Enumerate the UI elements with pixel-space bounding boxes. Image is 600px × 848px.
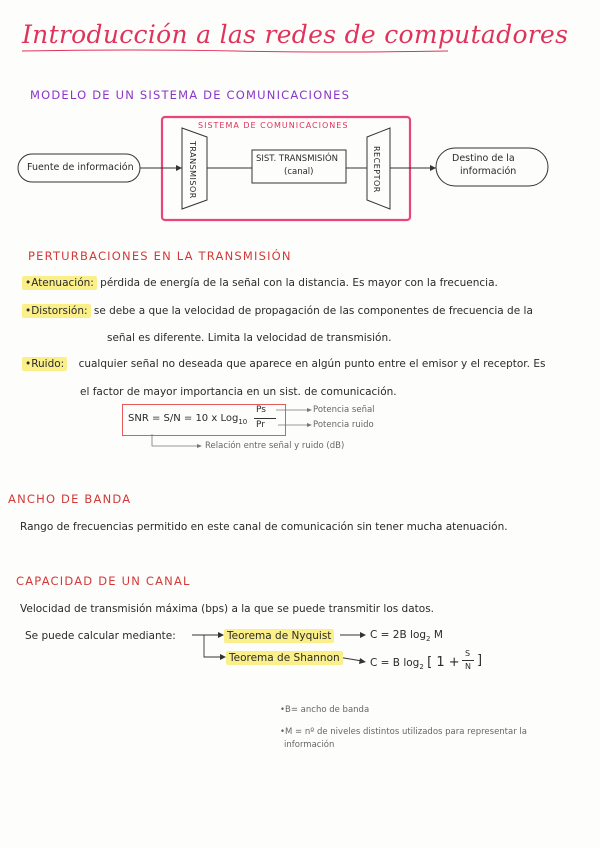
ann-signal: Potencia señal bbox=[313, 405, 375, 415]
distortion-term: •Distorsión: bbox=[22, 304, 91, 318]
note-bandwidth: •B= ancho de banda bbox=[280, 705, 370, 715]
shannon-bracket: [ 1 + bbox=[427, 655, 460, 670]
channel-label-1: SIST. TRANSMISIÓN bbox=[256, 154, 338, 164]
attenuation-text: pérdida de energía de la señal con la distancia. Es mayor con la frecuencia. bbox=[100, 277, 498, 289]
shannon-frac-num: S bbox=[465, 649, 471, 658]
attenuation-item bbox=[22, 277, 498, 289]
ann-noise: Potencia ruido bbox=[313, 420, 374, 430]
shannon-close: ] bbox=[477, 653, 483, 668]
heading-capacity: CAPACIDAD DE UN CANAL bbox=[16, 574, 191, 588]
note-levels-1: •M = nº de niveles distintos utilizados para representar la bbox=[280, 727, 527, 737]
nyquist-formula bbox=[370, 629, 443, 643]
note-levels-2: información bbox=[284, 740, 335, 750]
ann-ratio: Relación entre señal y ruido (dB) bbox=[205, 441, 345, 451]
shannon-theorem: Teorema de Shannon bbox=[226, 651, 343, 665]
distortion-text-2: señal es diferente. Limita la velocidad de transmisión. bbox=[107, 332, 392, 344]
shannon-frac-line bbox=[462, 660, 474, 661]
snr-formula-text: SNR = S/N = 10 x Log bbox=[128, 413, 239, 424]
nyquist-sub: 2 bbox=[426, 635, 431, 644]
receiver-label: RECEPTOR bbox=[372, 146, 381, 193]
snr-log-base: 10 bbox=[238, 418, 248, 426]
heading-model: MODELO DE UN SISTEMA DE COMUNICACIONES bbox=[30, 88, 351, 102]
system-label: SISTEMA DE COMUNICACIONES bbox=[198, 121, 349, 130]
noise-text-1: cualquier señal no deseada que aparece en algún punto entre el emisor y el receptor. Es bbox=[78, 358, 546, 370]
snr-frac-den: Pr bbox=[256, 420, 265, 430]
shannon-formula-text: C = B log bbox=[370, 657, 420, 669]
heading-perturbations: PERTURBACIONES EN LA TRANSMISIÓN bbox=[28, 249, 292, 263]
channel-label-2: (canal) bbox=[284, 167, 314, 177]
transmitter-label: TRANSMISOR bbox=[188, 141, 197, 199]
page-title: Introducción a las redes de computadores bbox=[22, 20, 569, 49]
distortion-item bbox=[22, 305, 533, 317]
heading-bandwidth: ANCHO DE BANDA bbox=[8, 492, 132, 506]
noise-term: •Ruido: bbox=[22, 357, 67, 371]
capacity-text: Velocidad de transmisión máxima (bps) a la que se puede transmitir los datos. bbox=[20, 603, 435, 615]
attenuation-term: •Atenuación: bbox=[22, 276, 97, 290]
distortion-text-1: se debe a que la velocidad de propagación de las componentes de frecuencia de la bbox=[93, 305, 533, 317]
snr-frac-num: Ps bbox=[256, 405, 266, 415]
nyquist-formula-text: C = 2B log bbox=[370, 629, 427, 641]
nyquist-m: M bbox=[433, 629, 443, 641]
bandwidth-text: Rango de frecuencias permitido en este canal de comunicación sin tener mucha atenuación. bbox=[20, 521, 508, 533]
destination-label-1: Destino de la bbox=[452, 153, 515, 164]
noise-text-2: el factor de mayor importancia en un sist. de comunicación. bbox=[80, 386, 397, 398]
shannon-formula bbox=[370, 655, 460, 671]
shannon-frac-den: N bbox=[465, 662, 471, 671]
capacity-calc-text: Se puede calcular mediante: bbox=[25, 630, 176, 642]
shannon-sub: 2 bbox=[419, 663, 424, 672]
nyquist-theorem: Teorema de Nyquist bbox=[224, 629, 334, 643]
destination-label-2: información bbox=[460, 166, 517, 177]
source-label: Fuente de información bbox=[27, 162, 134, 173]
title-underline bbox=[20, 48, 450, 54]
noise-item bbox=[22, 358, 545, 370]
